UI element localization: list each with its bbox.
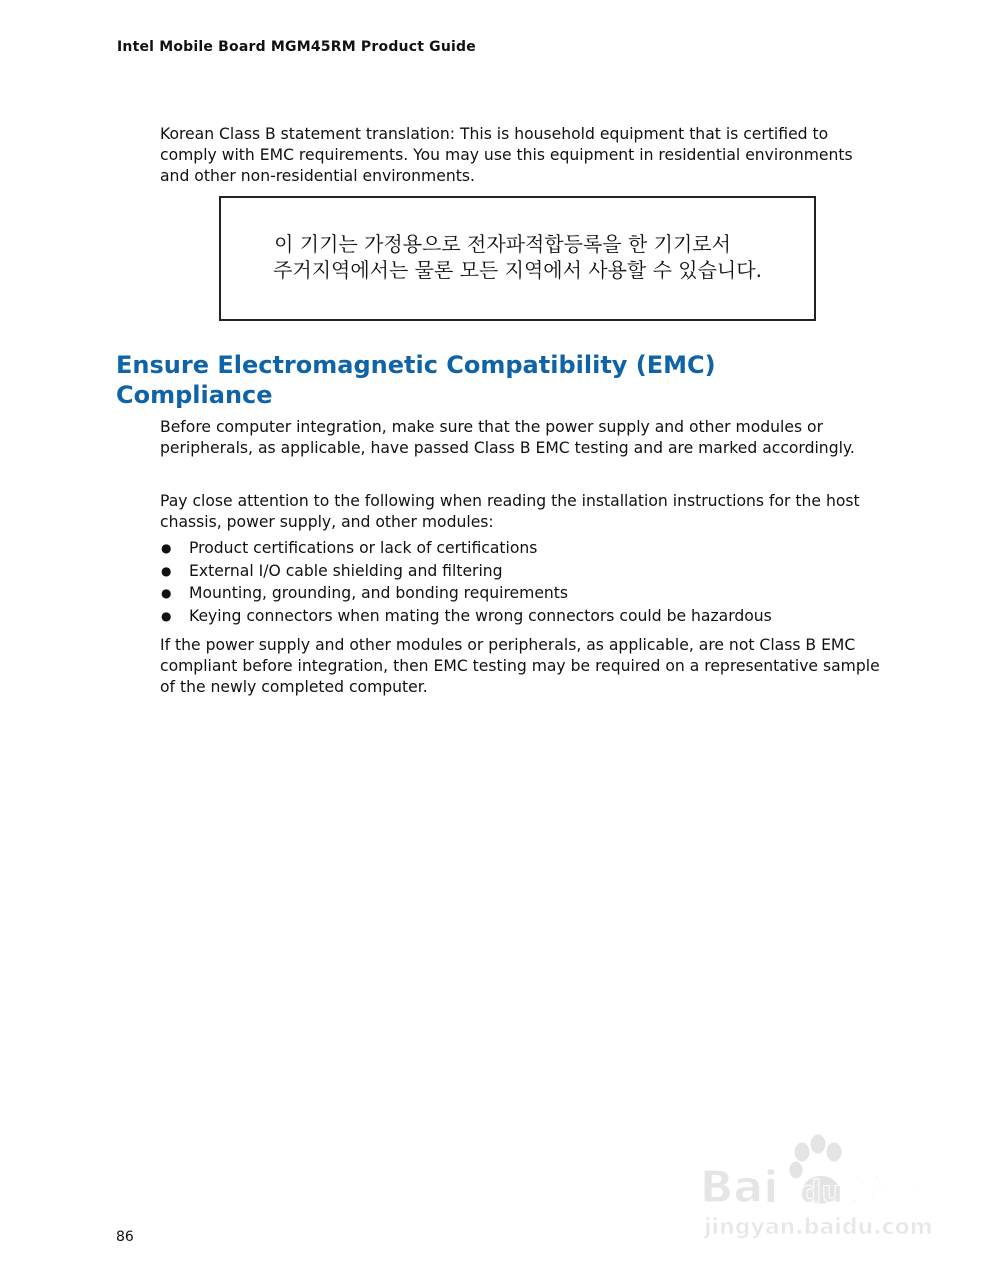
korean-statement-line-2: 주거지역에서는 물론 모든 지역에서 사용할 수 있습니다. (273, 258, 762, 282)
list-item-text: Product certifications or lack of certifications (189, 539, 538, 557)
requirements-list (160, 538, 880, 628)
closing-paragraph: If the power supply and other modules or peripherals, as applicable, are not Class B EMC compliant before integration, then EMC testing may be required on a representative sample of the newly completed computer. (160, 636, 880, 696)
svg-text:经验: 经验 (850, 1171, 918, 1211)
list-item (160, 538, 880, 561)
baidu-watermark-logo (690, 1130, 940, 1245)
bullet-icon: ● (161, 541, 172, 555)
korean-statement-box (219, 196, 816, 321)
intro-paragraph: Before computer integration, make sure that the power supply and other modules or peripherals, as applicable, have passed Class B EMC testing and are marked accordingly. (160, 418, 855, 457)
list-item-text: Keying connectors when mating the wrong connectors could be hazardous (189, 606, 772, 625)
svg-text:Bai: Bai (700, 1162, 779, 1213)
list-item (160, 561, 880, 584)
list-item-text: External I/O cable shielding and filtering (189, 561, 503, 580)
korean-statement-line-1: 이 기기는 가정용으로 전자파적합등록을 한 기기로서 (274, 232, 731, 256)
bullet-icon: ● (161, 586, 172, 601)
svg-text:jingyan.baidu.com: jingyan.baidu.com (704, 1215, 933, 1240)
running-header: Intel Mobile Board MGM45RM Product Guide (117, 39, 476, 55)
list-item-text: Mounting, grounding, and bonding requirements (189, 584, 569, 603)
page-number: 86 (116, 1229, 134, 1245)
list-item (160, 606, 880, 629)
svg-text:du: du (800, 1175, 843, 1210)
bullet-icon: ● (161, 563, 172, 578)
korean-translation-paragraph: Korean Class B statement translation: This is household equipment that is certified to comply with EMC requirements. You may use this equipment in residential environments and other non-residential environments. (160, 125, 853, 185)
attention-paragraph: Pay close attention to the following when reading the installation instructions for the host chassis, power supply, and other modules: (160, 492, 860, 531)
bullet-icon: ● (161, 608, 172, 623)
list-item (160, 583, 880, 606)
section-heading: Ensure Electromagnetic Compatibility (EMC) Compliance (116, 351, 716, 409)
